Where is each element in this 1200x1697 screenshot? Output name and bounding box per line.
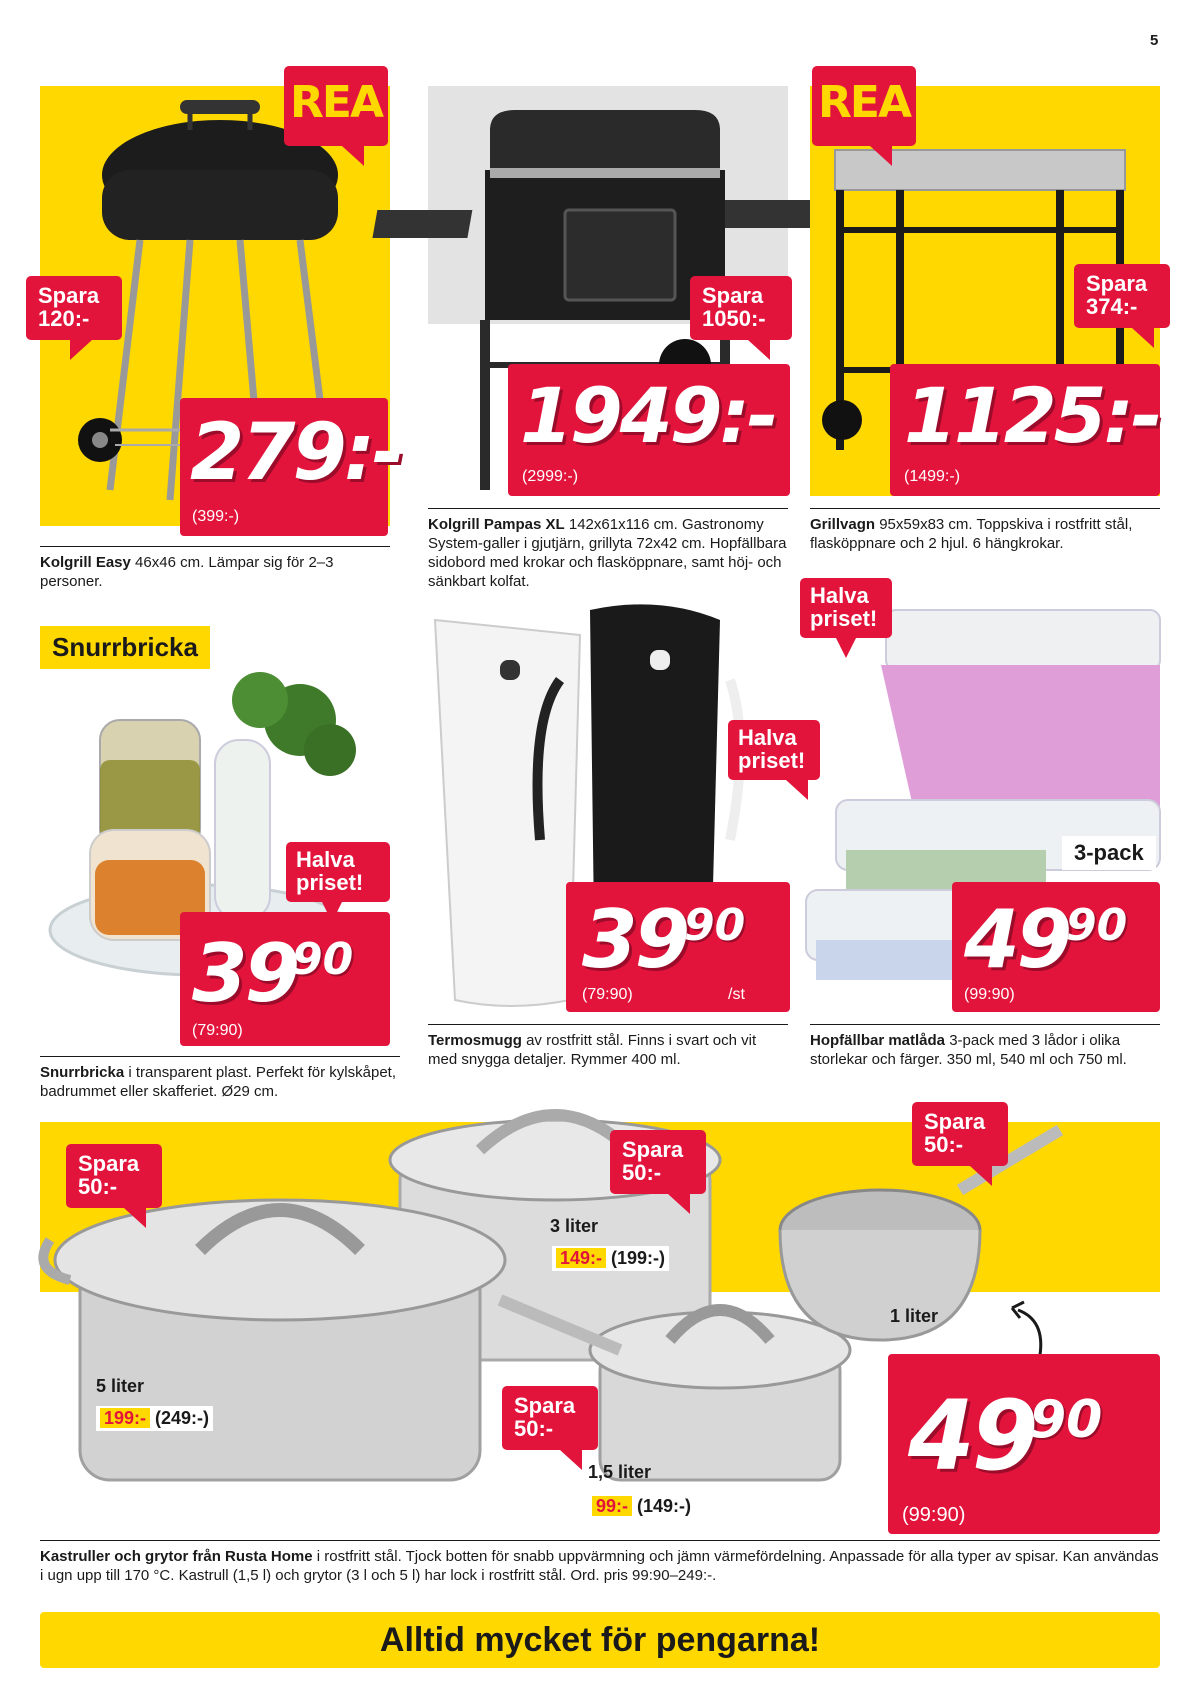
price-cents-kastruller: 90 [1030,1390,1103,1450]
price-1-5-liter-new: 99:- [592,1496,632,1516]
product-desc-matlada: 3-pack med 3 lådor i olika storlekar och färger. 350 ml, 540 ml och 750 ml. [810,1032,1127,1068]
product-desc-kastruller: i rostfritt stål. Tjock botten för snabb uppvärmning och jämn värmefördelning. Anpassade för alla typer av spisar. Kan användas i ugn upp till 170 °C. Kastrull (1,5 l) och grytor (3 l och 5 l) har lock i rostfritt stål. Ord. pris 99:90–249:-. [40,1548,1159,1584]
product-desc-kolgrill-easy: 46x46 cm. Lämpar sig för 2–3 personer. [40,554,334,590]
description-kastruller [40,1540,1160,1585]
description-grillvagn [810,508,1160,553]
half-price-badge-snurrbricka: Halva priset! [286,842,390,902]
price-tag-snurrbricka [180,912,390,1046]
price-tag-kolgrill-pampas [508,364,790,496]
price-kolgrill-pampas: 1949:- [520,371,776,460]
price-5-liter-new: 199:- [100,1408,150,1428]
volume-1-liter: 1 liter [890,1306,939,1326]
save-badge-kolgrill-easy: Spara 120:- [26,276,122,340]
price-5-liter-old: (249:-) [150,1408,210,1428]
price-cents-matlada: 90 [1066,900,1128,951]
product-desc-grillvagn: 95x59x83 cm. Toppskiva i rostfritt stål, flasköppnare och 2 hjul. 6 hängkrokar. [810,516,1133,552]
product-name-grillvagn: Grillvagn [810,516,876,533]
price-kolgrill-easy: 279:- [190,408,402,498]
description-snurrbricka [40,1056,400,1101]
half-price-badge-matlada: Halva priset! [800,578,892,638]
price-5-liter [96,1406,213,1431]
product-desc-snurrbricka: i transparent plast. Perfekt för kylskåpet, badrummet eller skafferiet. Ø29 cm. [40,1064,396,1100]
price-3-liter [552,1246,669,1271]
price-whole-snurrbricka: 39 [192,927,298,1020]
product-name-termosmugg: Termosmugg [428,1032,522,1049]
product-name-kastruller: Kastruller och grytor från Rusta Home [40,1548,313,1565]
price-tag-grillvagn [890,364,1160,496]
product-desc-kolgrill-pampas: 142x61x116 cm. Gastronomy System-galler i gjutjärn, grillyta 72x42 cm. Hopfällbara sidobord med krokar och flasköppnare, samt höj- och sänkbart kolfat. [428,516,787,590]
old-price-grillvagn: (1499:-) [904,468,961,485]
old-price-kolgrill-easy: (399:-) [192,508,240,525]
save-badge-5-liter: Spara 50:- [66,1144,162,1208]
price-tag-kastruller [888,1354,1160,1534]
description-termosmugg [428,1024,788,1069]
price-cents-termosmugg: 90 [684,900,746,951]
save-badge-kolgrill-pampas: Spara 1050:- [690,276,792,340]
product-name-kolgrill-pampas: Kolgrill Pampas XL [428,516,565,533]
price-3-liter-new: 149:- [556,1248,606,1268]
price-1-5-liter-old: (149:-) [632,1496,692,1516]
volume-3-liter: 3 liter [550,1216,599,1236]
product-desc-termosmugg: av rostfritt stål. Finns i svart och vit med snygga detaljer. Rymmer 400 ml. [428,1032,757,1068]
rea-badge-grillvagn: REA [812,66,916,146]
save-badge-1-liter: Spara 50:- [912,1102,1008,1166]
product-name-matlada: Hopfällbar matlåda [810,1032,946,1049]
page-number: 5 [1150,32,1159,49]
slogan-banner: Alltid mycket för pengarna! [40,1612,1160,1668]
old-price-kolgrill-pampas: (2999:-) [522,468,579,485]
description-matlada [810,1024,1160,1069]
price-cents-snurrbricka: 90 [292,934,354,985]
price-1-5-liter [588,1494,695,1519]
price-whole-termosmugg: 39 [582,893,688,986]
price-whole-matlada: 49 [964,893,1070,986]
save-badge-grillvagn: Spara 374:- [1074,264,1170,328]
price-tag-matlada [952,882,1160,1012]
description-kolgrill-easy [40,546,390,591]
half-price-badge-termosmugg: Halva priset! [728,720,820,780]
old-price-snurrbricka: (79:90) [192,1022,243,1039]
save-badge-3-liter: Spara 50:- [610,1130,706,1194]
price-grillvagn: 1125:- [904,371,1160,460]
old-price-kastruller: (99:90) [902,1504,966,1526]
rea-badge: REA [284,66,388,146]
save-badge-1-5-liter: Spara 50:- [502,1386,598,1450]
unit-termosmugg: /st [728,986,745,1003]
description-kolgrill-pampas [428,508,788,591]
product-name-snurrbricka: Snurrbricka [40,1064,125,1081]
price-3-liter-old: (199:-) [606,1248,666,1268]
price-whole-kastruller: 49 [908,1380,1036,1492]
label-3-pack: 3-pack [1062,836,1156,870]
curved-arrow-icon [1010,1300,1050,1360]
old-price-termosmugg: (79:90) [582,986,633,1003]
volume-1-5-liter: 1,5 liter [588,1462,652,1482]
product-name-kolgrill-easy: Kolgrill Easy [40,554,131,571]
price-tag-termosmugg [566,882,790,1012]
volume-5-liter: 5 liter [96,1376,145,1396]
old-price-matlada: (99:90) [964,986,1015,1003]
label-snurrbricka: Snurrbricka [40,626,210,669]
price-tag-kolgrill-easy [180,398,402,536]
